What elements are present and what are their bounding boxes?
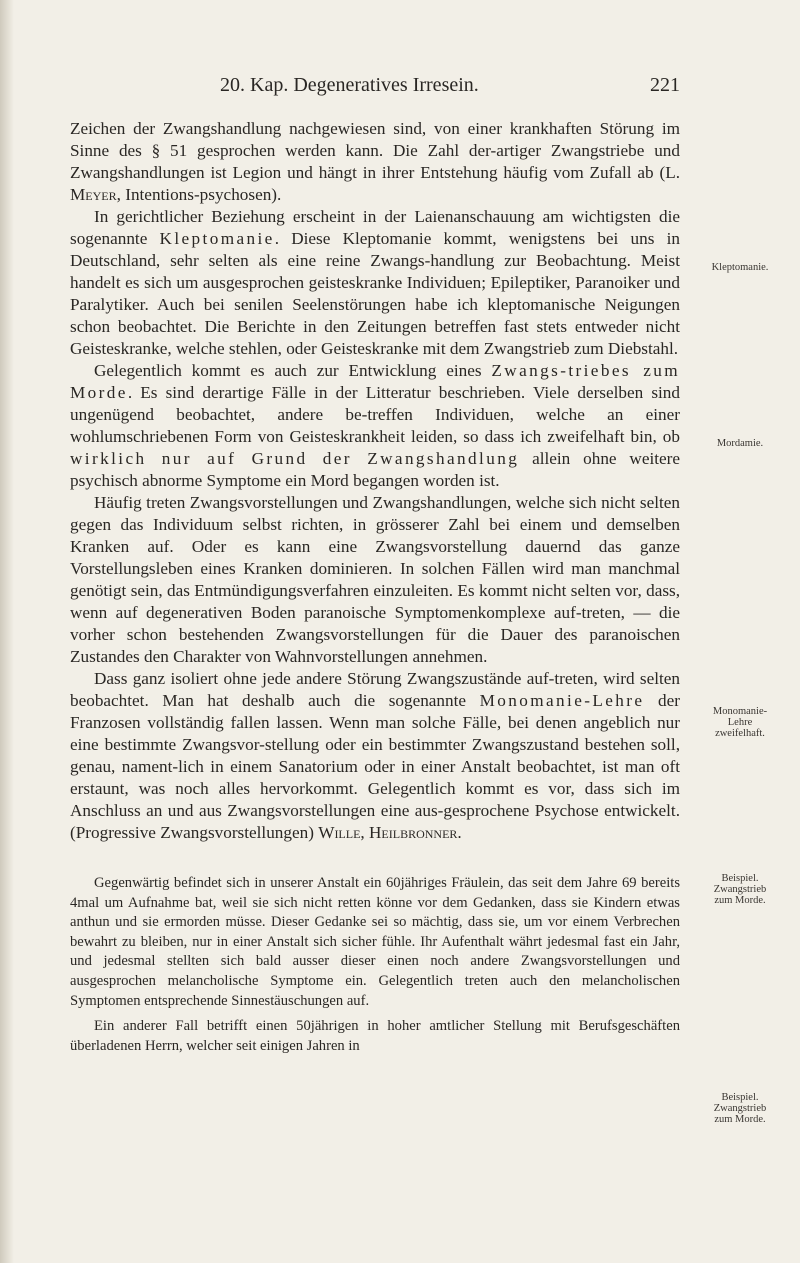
paragraph: Häufig treten Zwangsvorstellungen und Zwangshandlungen, welche sich nicht selten gegen das Individuum selbst richten, in grösserer Zahl bei einem und demselben Kranken auf. Oder es kann eine Zwangsvorstellung dauernd das ganze Vorstellungsleben eines Kranken dominieren. In solchen Fällen wird man manchmal genötigt sein, das Entmündigungsverfahren einzuleiten. Es kommt nicht selten vor, dass, wenn auf degenerativen Boden paranoische Symptomenkomplexe auf-treten, — die vorher schon bestehenden Zwangsvorstellungen für die Dauer des paranoischen Zustandes den Charakter von Wahnvorstellungen annehmen. xyxy=(70,493,680,666)
paragraph: Dass ganz isoliert ohne jede andere Störung Zwangszustände auf-treten, wird selten beobachtet. Man hat deshalb auch die sogenannte Monomanie-Lehre der Franzosen vollständig fallen lassen. Wenn man solche Fälle, bei denen angeblich nur eine bestimmte Zwangsvor-stellung oder ein bestimmter Zwangszustand bestehen soll, genau, nament-lich in einem Sanatorium oder in einer Anstalt beobachtet, ist man oft erstaunt, was noch alles hervorkommt. Gelegentlich kommt es vor, dass sich im Anschluss an und aus Zwangsvorstellungen eine aus-gesprochene Psychose entwickelt. (Progressive Zwangsvorstellungen) Wille, Heilbronner. xyxy=(70,669,680,842)
paragraph: In gerichtlicher Beziehung erscheint in der Laienanschauung am wichtigsten die sogenannte Kleptomanie. Diese Kleptomanie kommt, wenigstens bei uns in Deutschland, sehr selten als eine reine Zwangs-handlung zur Beobachtung. Meist handelt es sich um ausgesprochen geisteskranke Individuen; Epileptiker, Paranoiker und Paralytiker. Auch bei senilen Seelenstörungen habe ich kleptomanische Neigungen schon beobachtet. Die Berichte in den Zeitungen betreffen fast stets entweder nicht Geisteskranke, welche stehlen, oder Geisteskranke mit dem Zwangstrieb zum Diebstahl. xyxy=(70,207,680,358)
running-title: 20. Kap. Degeneratives Irresein. xyxy=(220,74,479,96)
emphasized-term: wirklich nur auf Grund der Zwangshandlung xyxy=(70,449,520,468)
emphasized-term: Kleptomanie xyxy=(159,229,275,248)
page-number: 221 xyxy=(650,74,680,96)
page-header xyxy=(70,74,680,98)
emphasized-term: Monomanie-Lehre xyxy=(479,691,645,710)
margin-note-monomanie: Monomanie- Lehre zweifelhaft. xyxy=(712,706,768,739)
case-paragraph: Gegenwärtig befindet sich in unserer Anstalt ein 60jähriges Fräulein, das seit dem Jahre 69 bereits 4mal um Aufnahme bat, weil sie sich nicht retten könne vor dem Gedanken, dass sie Kindern etwas anthun und sie ermorden müsse. Dieser Gedanke sei so mächtig, dass sie, um vor einem Verbrechen bewahrt zu bleiben, nur in einer Anstalt sich sicher fühle. Ihr Aufenthalt währt jedesmal fast ein Jahr, und jedesmal stellten sich bald ausser dieser einen noch andere Zwangsvorstellungen und ausgesprochen melancholische Symptome ein. Gelegentlich treten auch den melancholischen Symptomen entsprechende Sinnestäuschungen auf. xyxy=(70,875,680,1009)
page-gutter-shadow xyxy=(0,0,14,1263)
margin-note-mordamie: Mordamie. xyxy=(716,438,764,449)
case-examples xyxy=(70,874,680,1062)
margin-note-beispiel-2: Beispiel. Zwangstrieb zum Morde. xyxy=(713,1092,767,1125)
case-paragraph: Ein anderer Fall betrifft einen 50jährigen in hoher amtlicher Stellung mit Berufsgeschäften überladenen Herrn, welcher seit einigen Jahren in xyxy=(70,1018,680,1054)
margin-note-beispiel-1: Beispiel. Zwangstrieb zum Morde. xyxy=(713,873,767,906)
author-reference: Wille, Heilbronner. xyxy=(318,823,462,842)
margin-note-kleptomanie: Kleptomanie. xyxy=(711,262,769,273)
main-text xyxy=(70,118,680,844)
paragraph: Gelegentlich kommt es auch zur Entwicklung eines Zwangs-triebes zum Morde. Es sind derartige Fälle in der Litteratur beschrieben. Viele derselben sind ungenügend beobachtet, andere be-treffen Individuen, welche an einer wohlumschriebenen Form von Geisteskrankheit leiden, so dass ich zweifelhaft bin, ob wirklich nur auf Grund der Zwangshandlung allein ohne weitere psychisch abnorme Symptome ein Mord begangen worden ist. xyxy=(70,361,680,490)
emphasized-term: Zwangs-triebes zum Morde xyxy=(70,361,680,402)
author-reference: Meyer xyxy=(70,185,117,204)
paragraph: Zeichen der Zwangshandlung nachgewiesen sind, von einer krankhaften Störung im Sinne des § 51 gesprochen werden kann. Die Zahl der-artiger Zwangstriebe und Zwangshandlungen ist Legion und hängt in ihrer Entstehung häufig vom Zufall ab (L. Meyer, Intentions-psychosen). xyxy=(70,119,680,204)
